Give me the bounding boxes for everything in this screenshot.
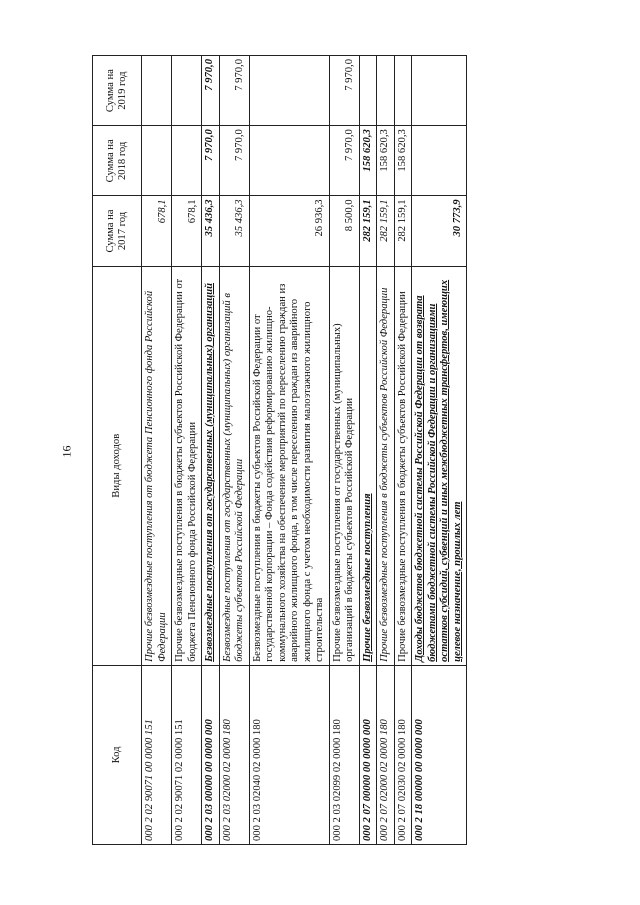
row-code: 000 2 18 00000 00 0000 000 bbox=[412, 665, 467, 844]
table-header-row bbox=[93, 56, 142, 845]
row-name: Безвозмездные поступления от государственных (муниципальных) организаций bbox=[202, 266, 220, 665]
row-sum-2018: 158 620,3 bbox=[359, 126, 377, 196]
rotated-table-container bbox=[92, 55, 617, 845]
row-sum-2018: 7 970,0 bbox=[219, 126, 249, 196]
table-row bbox=[172, 56, 202, 845]
row-name: Безвозмездные поступления в бюджеты субъектов Российской Федерации от государственной корпорации – Фонда содействия реформированию жилищно-коммунального хозяйства на обеспечение мероприятий по переселению граждан из аварийного жилищного фонда, в том числе переселению граждан из аварийного жилищного фонда с учетом необходимости развития малоэтажного жилищного строительства bbox=[249, 266, 329, 665]
row-code: 000 2 07 00000 00 0000 000 bbox=[359, 665, 377, 844]
row-code: 000 2 03 02099 02 0000 180 bbox=[329, 665, 359, 844]
table-row bbox=[329, 56, 359, 845]
row-sum-2017: 26 936,3 bbox=[249, 196, 329, 266]
page-number: 16 bbox=[59, 445, 74, 458]
row-sum-2019: 7 970,0 bbox=[202, 56, 220, 126]
row-sum-2018 bbox=[172, 126, 202, 196]
row-name: Прочие безвозмездные поступления в бюджеты субъектов Российской Федерации от бюджета Пенсионного фонда Российской Федерации bbox=[172, 266, 202, 665]
row-sum-2017: 282 159,1 bbox=[394, 196, 412, 266]
row-code: 000 2 07 02000 02 0000 180 bbox=[377, 665, 395, 844]
header-sum-2017: Сумма на 2017 год bbox=[93, 196, 142, 266]
row-name: Прочие безвозмездные поступления в бюджеты субъектов Российской Федерации bbox=[394, 266, 412, 665]
row-sum-2019 bbox=[394, 56, 412, 126]
row-name: Прочие безвозмездные поступления bbox=[359, 266, 377, 665]
row-sum-2018: 7 970,0 bbox=[329, 126, 359, 196]
header-sum-2019: Сумма на 2019 год bbox=[93, 56, 142, 126]
row-code: 000 2 07 02030 02 0000 180 bbox=[394, 665, 412, 844]
table-row bbox=[219, 56, 249, 845]
table-row bbox=[394, 56, 412, 845]
row-sum-2018: 158 620,3 bbox=[377, 126, 395, 196]
header-code: Код bbox=[93, 665, 142, 844]
header-name: Виды доходов bbox=[93, 266, 142, 665]
table-row bbox=[377, 56, 395, 845]
row-sum-2017: 35 436,3 bbox=[202, 196, 220, 266]
row-code: 000 2 03 02040 02 0000 180 bbox=[249, 665, 329, 844]
header-sum-2018: Сумма на 2018 год bbox=[93, 126, 142, 196]
row-sum-2019 bbox=[412, 56, 467, 126]
row-sum-2017: 678,1 bbox=[172, 196, 202, 266]
row-code: 000 2 03 02000 02 0000 180 bbox=[219, 665, 249, 844]
row-name: Прочие безвозмездные поступления от бюджета Пенсионного фонда Российской Федерации bbox=[142, 266, 172, 665]
row-sum-2017: 282 159,1 bbox=[359, 196, 377, 266]
row-sum-2017: 282 159,1 bbox=[377, 196, 395, 266]
row-sum-2019 bbox=[249, 56, 329, 126]
row-sum-2019 bbox=[172, 56, 202, 126]
table-row bbox=[202, 56, 220, 845]
row-sum-2018: 7 970,0 bbox=[202, 126, 220, 196]
row-name: Доходы бюджетов бюджетной системы Российской Федерации от возврата бюджетами бюджетной системы Российской Федерации и организациями остатков субсидий, субвенций и иных межбюджетных трансфертов, имеющих целевое назначение, прошлых лет bbox=[412, 266, 467, 665]
row-sum-2019 bbox=[359, 56, 377, 126]
row-sum-2018 bbox=[249, 126, 329, 196]
row-sum-2017: 30 773,9 bbox=[412, 196, 467, 266]
row-code: 000 2 03 00000 00 0000 000 bbox=[202, 665, 220, 844]
row-sum-2019 bbox=[142, 56, 172, 126]
revenue-table bbox=[92, 55, 467, 845]
row-sum-2017: 8 500,0 bbox=[329, 196, 359, 266]
row-sum-2018 bbox=[412, 126, 467, 196]
table-row bbox=[412, 56, 467, 845]
row-code: 000 2 02 90071 02 0000 151 bbox=[172, 665, 202, 844]
row-sum-2019: 7 970,0 bbox=[329, 56, 359, 126]
row-name: Прочие безвозмездные поступления в бюджеты субъектов Российской Федерации bbox=[377, 266, 395, 665]
row-sum-2018: 158 620,3 bbox=[394, 126, 412, 196]
table-row bbox=[142, 56, 172, 845]
row-sum-2019: 7 970,0 bbox=[219, 56, 249, 126]
row-sum-2017: 678,1 bbox=[142, 196, 172, 266]
row-sum-2019 bbox=[377, 56, 395, 126]
row-code: 000 2 02 90071 00 0000 151 bbox=[142, 665, 172, 844]
row-sum-2017: 35 436,3 bbox=[219, 196, 249, 266]
row-name: Безвозмездные поступления от государственных (муниципальных) организаций в бюджеты субъектов Российской Федерации bbox=[219, 266, 249, 665]
table-row bbox=[249, 56, 329, 845]
row-sum-2018 bbox=[142, 126, 172, 196]
row-name: Прочие безвозмездные поступления от государственных (муниципальных) организаций в бюджеты субъектов Российской Федерации bbox=[329, 266, 359, 665]
table-row bbox=[359, 56, 377, 845]
